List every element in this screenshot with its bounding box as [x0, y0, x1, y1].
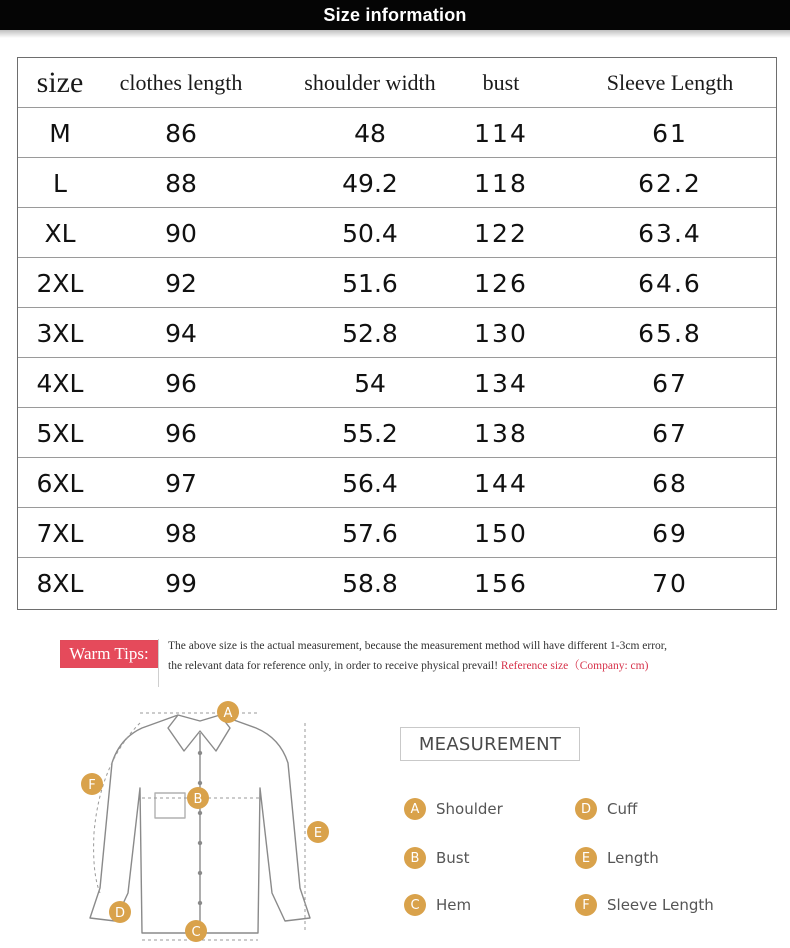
warm-tips-badge — [60, 640, 158, 668]
legend-badge-a: A — [404, 798, 426, 820]
marker-d — [109, 901, 131, 923]
cell-clothes-length: 98 — [165, 518, 197, 548]
size-information-header — [0, 0, 790, 30]
cell-bust: 126 — [474, 268, 528, 298]
legend-label-bust: Bust — [436, 849, 470, 867]
header-shadow — [0, 30, 790, 38]
tips-line-1: The above size is the actual measurement, because the measurement method will have different 1-3cm error, — [168, 640, 668, 652]
cell-sleeve-length: 62.2 — [638, 168, 702, 198]
cell-shoulder-width: 57.6 — [342, 518, 398, 548]
legend-label-sleeve-length: Sleeve Length — [607, 896, 714, 914]
legend-label-cuff: Cuff — [607, 800, 638, 818]
cell-clothes-length: 88 — [165, 168, 197, 198]
table-row — [18, 358, 776, 408]
cell-size: 8XL — [36, 568, 84, 598]
cell-sleeve-length: 69 — [652, 518, 688, 548]
cell-shoulder-width: 52.8 — [342, 318, 398, 348]
legend-badge-d: D — [575, 798, 597, 820]
cell-sleeve-length: 64.6 — [638, 268, 702, 298]
cell-clothes-length: 90 — [165, 218, 197, 248]
table-row — [18, 558, 776, 608]
cell-sleeve-length: 61 — [652, 118, 688, 148]
legend-item-sleeve-length — [575, 894, 714, 916]
cell-clothes-length: 96 — [165, 418, 197, 448]
svg-text:E: E — [313, 826, 323, 841]
legend-badge-e: E — [575, 847, 597, 869]
cell-clothes-length: 99 — [165, 568, 197, 598]
marker-a — [217, 701, 239, 723]
legend-label-length: Length — [607, 849, 659, 867]
cell-shoulder-width: 58.8 — [342, 568, 398, 598]
legend-item-cuff — [575, 798, 637, 820]
svg-text:C: C — [191, 925, 201, 940]
cell-shoulder-width: 51.6 — [342, 268, 398, 298]
table-row — [18, 308, 776, 358]
legend-item-length — [575, 847, 659, 869]
cell-sleeve-length: 70 — [652, 568, 688, 598]
cell-bust: 134 — [474, 368, 528, 398]
cell-size: 3XL — [36, 318, 84, 348]
cell-size: 5XL — [36, 418, 84, 448]
cell-size: 7XL — [36, 518, 84, 548]
table-row — [18, 108, 776, 158]
cell-shoulder-width: 55.2 — [342, 418, 398, 448]
cell-bust: 150 — [474, 518, 528, 548]
legend-badge-c: C — [404, 894, 426, 916]
tips-line-2 — [168, 657, 648, 673]
legend-item-hem — [404, 894, 471, 916]
cell-sleeve-length: 68 — [652, 468, 688, 498]
svg-text:D: D — [114, 906, 126, 921]
cell-bust: 130 — [474, 318, 528, 348]
cell-bust: 138 — [474, 418, 528, 448]
tips-line-2-text: the relevant data for reference only, in order to receive physical prevail! — [168, 660, 499, 672]
tips-reference-size: Reference size（Company: cm) — [500, 660, 649, 672]
cell-bust: 118 — [474, 168, 528, 198]
cell-sleeve-length: 65.8 — [638, 318, 702, 348]
cell-bust: 114 — [474, 118, 528, 148]
measurement-title-box — [400, 727, 580, 761]
table-row — [18, 208, 776, 258]
cell-size: 2XL — [36, 268, 84, 298]
table-row — [18, 158, 776, 208]
marker-e — [307, 821, 329, 843]
size-table — [17, 57, 777, 610]
cell-size: XL — [44, 218, 76, 248]
cell-clothes-length: 97 — [165, 468, 197, 498]
cell-sleeve-length: 67 — [652, 418, 688, 448]
column-header-bust: bust — [482, 70, 520, 95]
cell-clothes-length: 86 — [165, 118, 197, 148]
legend-label-hem: Hem — [436, 896, 472, 914]
cell-sleeve-length: 67 — [652, 368, 688, 398]
cell-shoulder-width: 50.4 — [342, 218, 398, 248]
cell-size: 4XL — [36, 368, 84, 398]
column-header-shoulder-width: shoulder width — [304, 70, 436, 95]
cell-shoulder-width: 56.4 — [342, 468, 398, 498]
cell-shoulder-width: 49.2 — [342, 168, 398, 198]
column-header-clothes-length: clothes length — [119, 70, 243, 95]
shirt-outline — [90, 715, 310, 933]
table-row — [18, 258, 776, 308]
cell-shoulder-width: 48 — [354, 118, 386, 148]
cell-shoulder-width: 54 — [354, 368, 386, 398]
cell-bust: 122 — [474, 218, 528, 248]
shirt-diagram — [60, 693, 360, 948]
marker-f — [81, 773, 103, 795]
table-row — [18, 508, 776, 558]
cell-clothes-length: 96 — [165, 368, 197, 398]
table-header-row — [18, 58, 776, 108]
cell-bust: 156 — [474, 568, 528, 598]
tips-divider — [158, 639, 159, 687]
legend-item-shoulder — [404, 798, 503, 820]
cell-clothes-length: 92 — [165, 268, 197, 298]
table-row — [18, 408, 776, 458]
cell-size: M — [49, 118, 71, 148]
table-row — [18, 458, 776, 508]
column-header-size: size — [36, 66, 84, 99]
cell-size: L — [53, 168, 67, 198]
svg-text:A: A — [223, 706, 233, 721]
measurement-title: MEASUREMENT — [418, 733, 562, 755]
warm-tips-label: Warm Tips: — [69, 644, 149, 663]
legend-badge-b: B — [404, 847, 426, 869]
cell-clothes-length: 94 — [165, 318, 197, 348]
cell-size: 6XL — [36, 468, 84, 498]
marker-c — [185, 920, 207, 942]
legend-item-bust — [404, 847, 470, 869]
column-header-sleeve-length: Sleeve Length — [606, 70, 734, 95]
cell-bust: 144 — [474, 468, 528, 498]
legend-badge-f: F — [575, 894, 597, 916]
cell-sleeve-length: 63.4 — [638, 218, 702, 248]
marker-b — [187, 787, 209, 809]
svg-text:F: F — [88, 778, 96, 793]
svg-text:B: B — [193, 792, 203, 807]
header-title: Size information — [323, 4, 467, 25]
legend-label-shoulder: Shoulder — [436, 800, 503, 818]
